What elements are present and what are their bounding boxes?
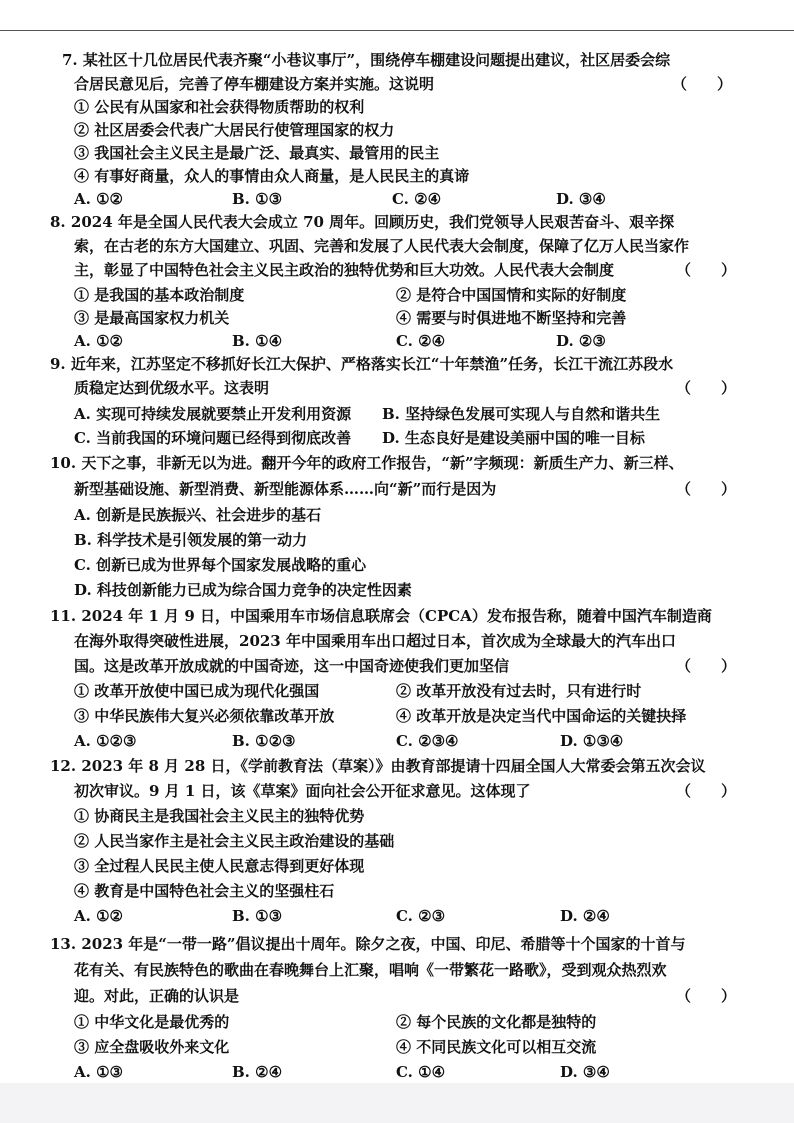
q11-stem-line-2: 在海外取得突破性进展，2023 年中国乘用车出口超过日本，首次成为全球最大的汽车出口	[74, 632, 676, 650]
q11-statement-1: ① 改革开放使中国已成为现代化强国	[74, 682, 320, 700]
q12-statement-1: ① 协商民主是我国社会主义民主的独特优势	[74, 807, 365, 825]
q9-stem-line-1: 9. 近年来，江苏坚定不移抓好长江大保护、严格落实长江“十年禁渔”任务，长江干流江苏段水	[50, 355, 674, 373]
q9-answer-paren: （ ）	[676, 379, 737, 397]
q7-stem-line-1: 7. 某社区十几位居民代表齐聚“小巷议事厅”，围绕停车棚建设问题提出建议，社区居委会综	[62, 51, 671, 69]
q7-option-c: C. ②④	[392, 190, 442, 208]
q7-option-d: D. ③④	[556, 190, 606, 208]
q8-stem-line-2: 索，在古老的东方大国建立、巩固、完善和发展了人民代表大会制度，保障了亿万人民当家作	[74, 237, 690, 255]
q10-option-b: B. 科学技术是引领发展的第一动力	[74, 531, 308, 549]
q8-option-c: C. ②④	[396, 332, 446, 350]
q9-option-b: B. 坚持绿色发展可实现人与自然和谐共生	[382, 405, 661, 423]
q8-statement-1: ① 是我国的基本政治制度	[74, 286, 245, 304]
top-rule	[0, 30, 794, 31]
q7-option-a: A. ①②	[74, 190, 123, 208]
q13-statement-2: ② 每个民族的文化都是独特的	[396, 1013, 597, 1031]
q10-option-d: D. 科技创新能力已成为综合国力竞争的决定性因素	[74, 581, 412, 599]
q10-stem-line-2: 新型基础设施、新型消费、新型能源体系……向“新”而行是因为	[74, 480, 497, 498]
q8-stem-line-1: 8. 2024 年是全国人民代表大会成立 70 周年。回顾历史，我们党领导人民艰苦奋斗、艰辛探	[50, 213, 675, 231]
q8-statement-4: ④ 需要与时俱进地不断坚持和完善	[396, 309, 627, 327]
q8-option-a: A. ①②	[74, 332, 123, 350]
q9-option-c: C. 当前我国的环境问题已经得到彻底改善	[74, 429, 352, 447]
q12-option-c: C. ②③	[396, 907, 446, 925]
q11-option-d: D. ①③④	[560, 732, 624, 750]
q12-statement-3: ③ 全过程人民民主使人民意志得到更好体现	[74, 857, 365, 875]
q13-option-b: B. ②④	[232, 1063, 283, 1081]
q12-answer-paren: （ ）	[676, 782, 737, 800]
q10-option-a: A. 创新是民族振兴、社会进步的基石	[74, 506, 322, 524]
q13-statement-3: ③ 应全盘吸收外来文化	[74, 1038, 230, 1056]
q13-option-d: D. ③④	[560, 1063, 610, 1081]
q7-option-b: B. ①③	[232, 190, 283, 208]
q11-stem-line-1: 11. 2024 年 1 月 9 日，中国乘用车市场信息联席会（CPCA）发布报告称，随着中国汽车制造商	[50, 607, 712, 625]
q12-statement-4: ④ 教育是中国特色社会主义的坚强柱石	[74, 882, 335, 900]
q11-option-b: B. ①②③	[232, 732, 296, 750]
q13-answer-paren: （ ）	[676, 987, 737, 1005]
q11-statement-2: ② 改革开放没有过去时，只有进行时	[396, 682, 642, 700]
q7-stem-line-2: 合居民意见后，完善了停车棚建设方案并实施。这说明	[74, 75, 435, 93]
q10-stem-line-1: 10. 天下之事，非新无以为进。翻开今年的政府工作报告，“新”字频现：新质生产力、新三样、	[50, 454, 684, 472]
q12-stem-line-1: 12. 2023 年 8 月 28 日，《学前教育法（草案）》由教育部提请十四届全国人大常委会第五次会议	[50, 757, 706, 775]
q13-stem-line-3: 迎。对此，正确的认识是	[74, 987, 240, 1005]
q7-answer-paren: （ ）	[672, 75, 733, 93]
q8-statement-3: ③ 是最高国家权力机关	[74, 309, 230, 327]
q13-statement-4: ④ 不同民族文化可以相互交流	[396, 1038, 597, 1056]
q11-option-a: A. ①②③	[74, 732, 137, 750]
q10-answer-paren: （ ）	[676, 480, 737, 498]
q8-option-b: B. ①④	[232, 332, 283, 350]
q12-option-a: A. ①②	[74, 907, 123, 925]
q8-option-d: D. ②③	[556, 332, 606, 350]
q8-stem-line-3: 主，彰显了中国特色社会主义民主政治的独特优势和巨大功效。人民代表大会制度	[74, 261, 615, 279]
q12-statement-2: ② 人民当家作主是社会主义民主政治建设的基础	[74, 832, 395, 850]
bottom-margin	[0, 1083, 794, 1123]
q7-statement-2: ② 社区居委会代表广大居民行使管理国家的权力	[74, 121, 395, 139]
q11-statement-4: ④ 改革开放是决定当代中国命运的关键抉择	[396, 707, 687, 725]
q7-statement-3: ③ 我国社会主义民主是最广泛、最真实、最管用的民主	[74, 144, 440, 162]
q13-option-a: A. ①③	[74, 1063, 123, 1081]
q11-stem-line-3: 国。这是改革开放成就的中国奇迹，这一中国奇迹使我们更加坚信	[74, 657, 510, 675]
q9-stem-line-2: 质稳定达到优级水平。这表明	[74, 379, 270, 397]
q13-option-c: C. ①④	[396, 1063, 446, 1081]
q13-stem-line-2: 花有关、有民族特色的歌曲在春晚舞台上汇聚，唱响《一带繁花一路歌》，受到观众热烈欢	[74, 961, 667, 979]
q12-option-b: B. ①③	[232, 907, 283, 925]
q12-stem-line-2: 初次审议。9 月 1 日，该《草案》面向社会公开征求意见。这体现了	[74, 782, 531, 800]
q11-statement-3: ③ 中华民族伟大复兴必须依靠改革开放	[74, 707, 335, 725]
q9-option-a: A. 实现可持续发展就要禁止开发利用资源	[74, 405, 352, 423]
q13-stem-line-1: 13. 2023 年是“一带一路”倡议提出十周年。除夕之夜，中国、印尼、希腊等十个国家的十首与	[50, 935, 686, 953]
q7-statement-4: ④ 有事好商量，众人的事情由众人商量，是人民民主的真谛	[74, 167, 470, 185]
q12-option-d: D. ②④	[560, 907, 610, 925]
q11-option-c: C. ②③④	[396, 732, 459, 750]
q11-answer-paren: （ ）	[676, 657, 737, 675]
q8-statement-2: ② 是符合中国国情和实际的好制度	[396, 286, 627, 304]
q13-statement-1: ① 中华文化是最优秀的	[74, 1013, 230, 1031]
q7-statement-1: ① 公民有从国家和社会获得物质帮助的权利	[74, 98, 365, 116]
q10-option-c: C. 创新已成为世界每个国家发展战略的重心	[74, 556, 367, 574]
q8-answer-paren: （ ）	[676, 261, 737, 279]
q9-option-d: D. 生态良好是建设美丽中国的唯一目标	[382, 429, 645, 447]
